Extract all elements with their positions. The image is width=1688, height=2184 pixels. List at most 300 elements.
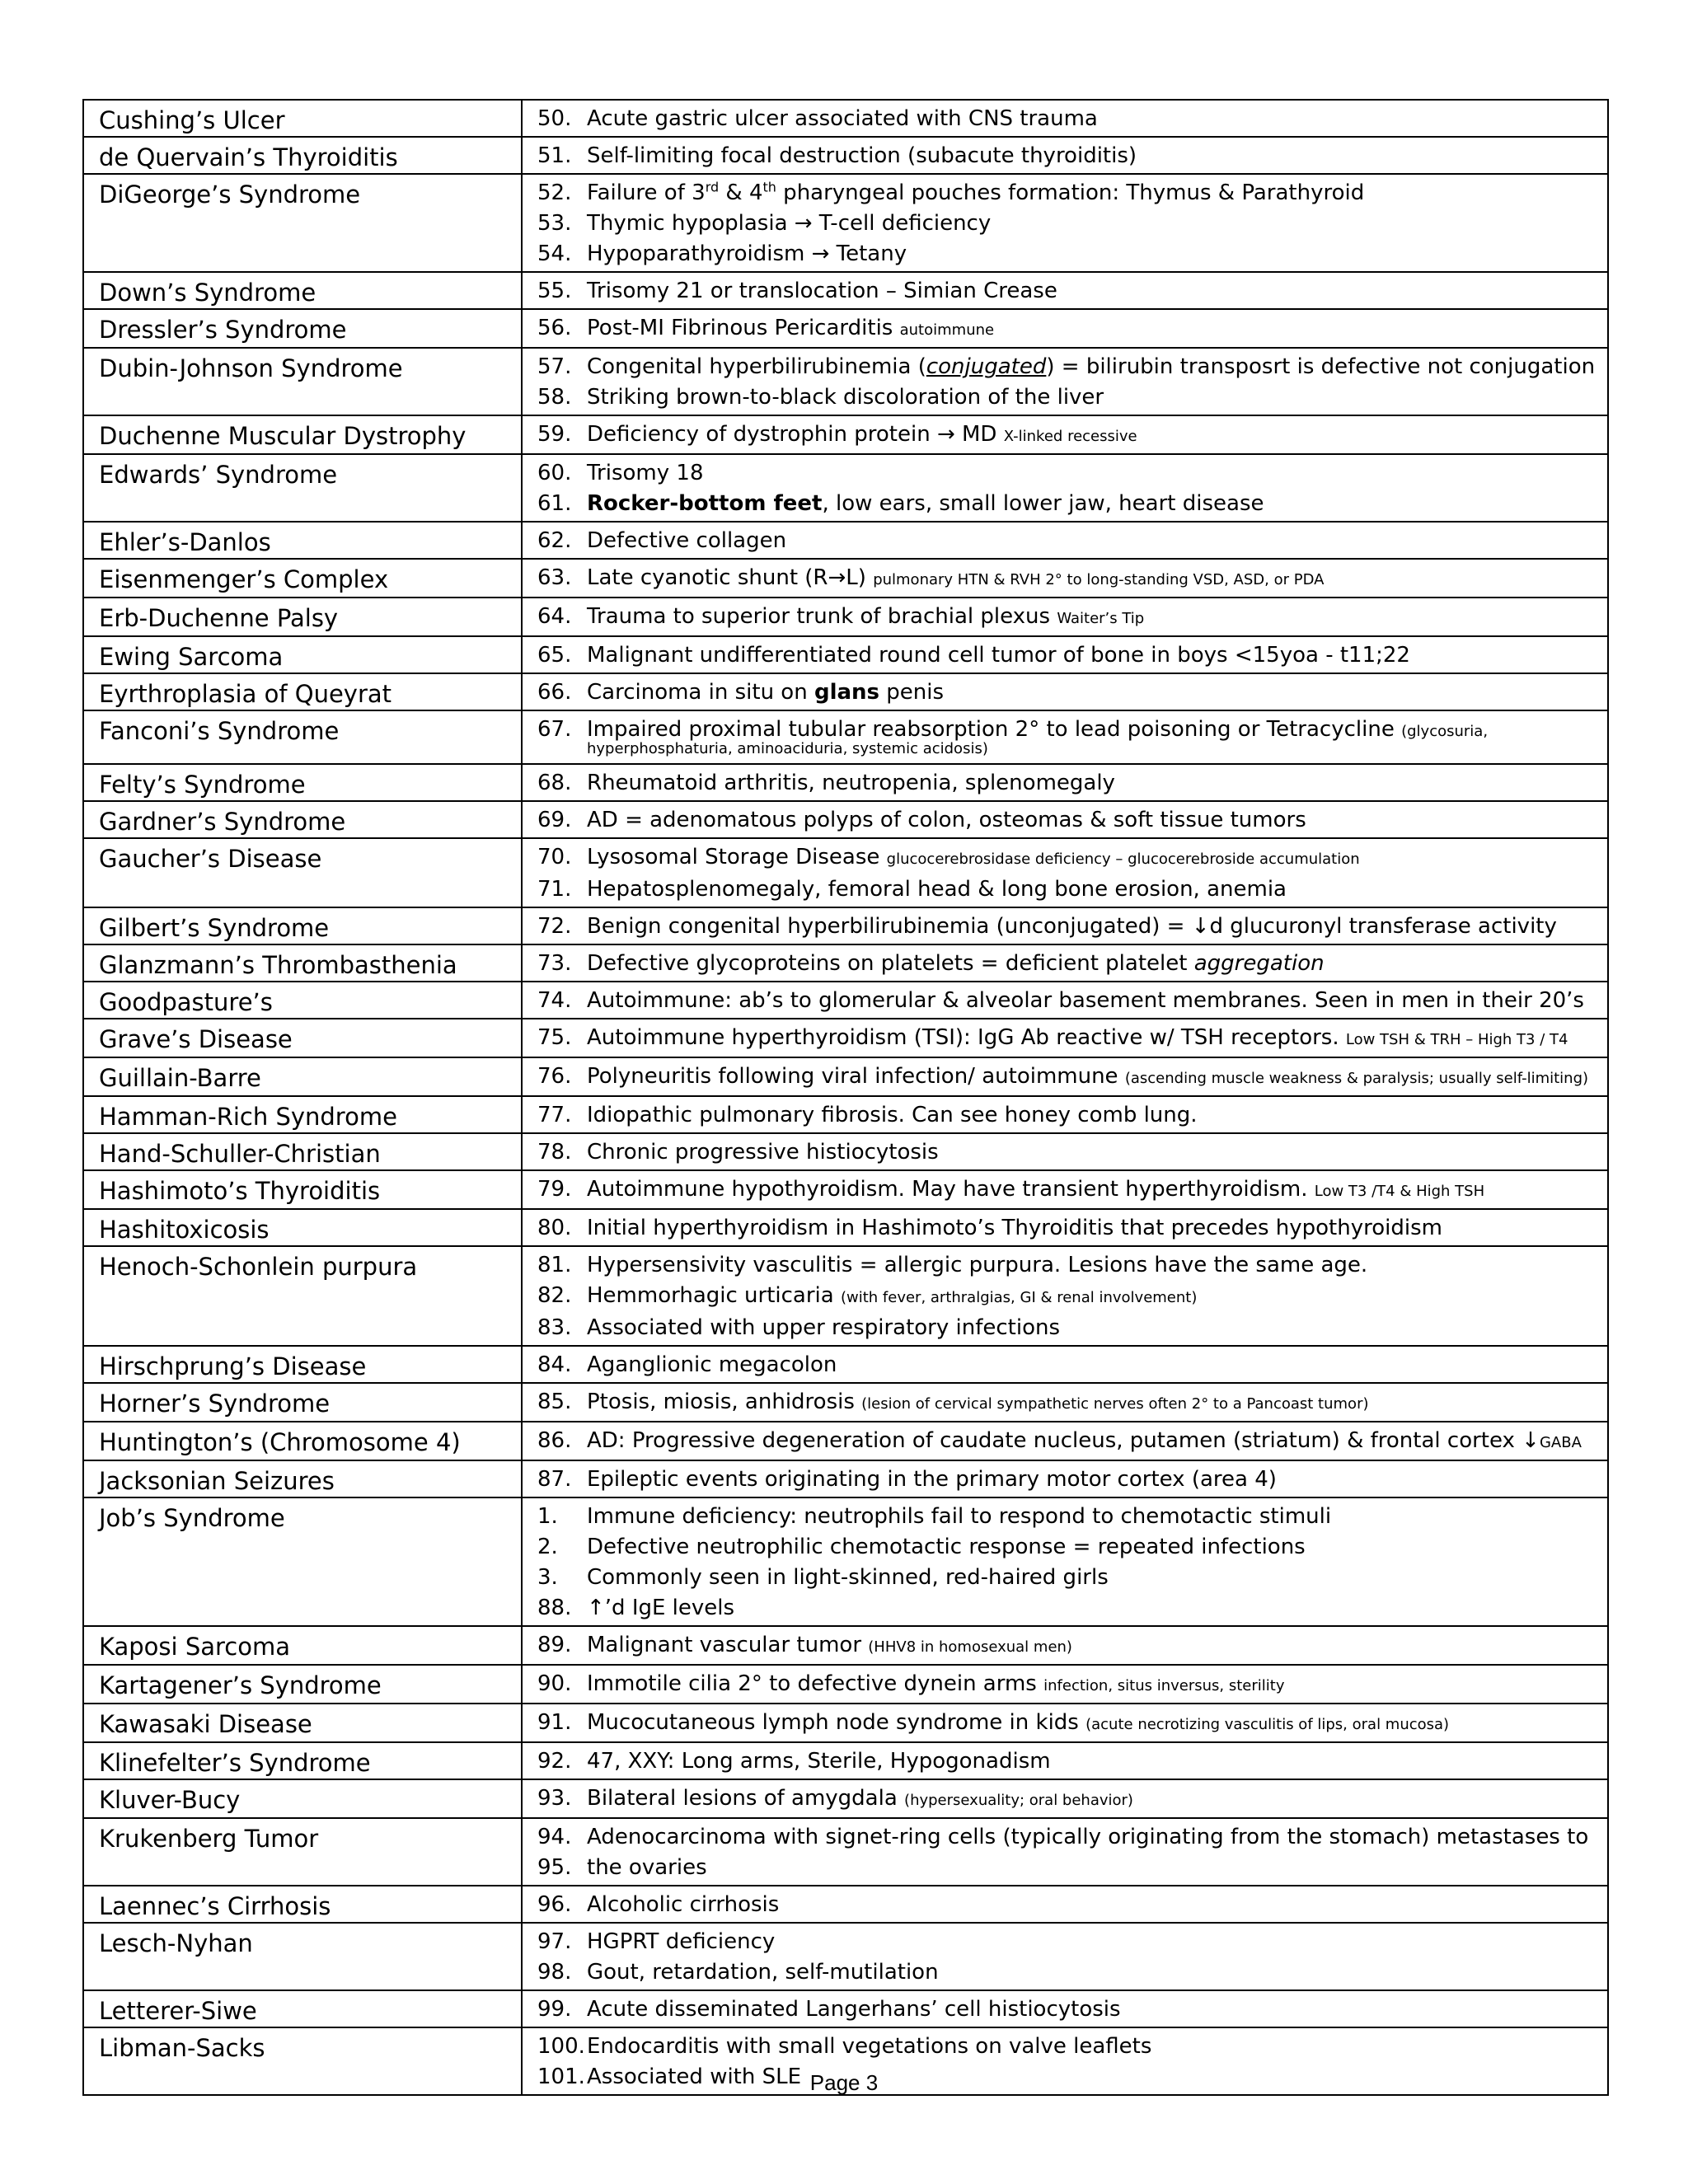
text-segment: Polyneuritis following viral infection/ autoimmune <box>587 1064 1125 1089</box>
condition-name: Grave’s Disease <box>83 1019 522 1057</box>
item-text <box>587 602 1144 634</box>
item-number: 101. <box>537 2064 585 2089</box>
item-text <box>587 209 991 239</box>
description-line <box>537 1783 1599 1816</box>
page-number: Page 3 <box>809 2070 879 2095</box>
annotation-text: GABA <box>1539 1434 1582 1451</box>
text-segment: Immune deficiency: neutrophils fail to respond to chemotactic stimuli <box>587 1504 1332 1529</box>
table-row <box>83 982 1608 1019</box>
item-text <box>587 842 1360 874</box>
description-line <box>537 1890 1599 1920</box>
item-number: 99. <box>537 1997 572 2022</box>
description-line <box>537 1100 1599 1131</box>
item-number: 93. <box>537 1786 572 1811</box>
condition-name: Edwards’ Syndrome <box>83 454 522 522</box>
description-line <box>537 2032 1599 2062</box>
condition-description <box>522 1170 1608 1209</box>
text-segment: Impaired proximal tubular reabsorption 2° to lead poisoning or Tetracycline <box>587 717 1402 742</box>
condition-name: Gilbert’s Syndrome <box>83 907 522 944</box>
item-number: 87. <box>537 1467 572 1492</box>
table-row <box>83 838 1608 907</box>
condition-description <box>522 415 1608 454</box>
item-text <box>587 640 1410 671</box>
table-row <box>83 710 1608 764</box>
condition-name: Krukenberg Tumor <box>83 1818 522 1886</box>
item-number: 63. <box>537 565 572 590</box>
description-line <box>537 1137 1599 1168</box>
text-segment: Post-MI Fibrinous Pericarditis <box>587 316 900 340</box>
item-number: 76. <box>537 1064 572 1089</box>
text-segment: Thymic hypoplasia → T-cell deficiency <box>587 211 992 236</box>
annotation-text: pulmonary HTN & RVH 2° to long-standing VSD, ASD, or PDA <box>873 571 1325 588</box>
item-number: 82. <box>537 1283 572 1308</box>
description-line <box>537 1062 1599 1094</box>
text-segment: Associated with SLE <box>587 2064 802 2089</box>
text-segment: Gout, retardation, self-mutilation <box>587 1960 939 1985</box>
annotation-text: (with fever, arthralgias, GI & renal involvement) <box>840 1289 1198 1306</box>
item-number: 67. <box>537 717 572 742</box>
table-row <box>83 1422 1608 1460</box>
description-line <box>537 1426 1599 1458</box>
item-text <box>587 458 704 489</box>
description-line <box>537 1593 1599 1624</box>
text-segment: Autoimmune: ab’s to glomerular & alveolar basement membranes. Seen in men in their 20’s <box>587 988 1584 1013</box>
condition-description <box>522 272 1608 309</box>
table-row <box>83 1626 1608 1665</box>
condition-description <box>522 710 1608 764</box>
condition-name: Hashimoto’s Thyroiditis <box>83 1170 522 1209</box>
table-row <box>83 454 1608 522</box>
condition-name: Hand-Schuller-Christian <box>83 1133 522 1170</box>
item-number: 74. <box>537 988 572 1013</box>
item-text <box>587 1174 1484 1207</box>
description-line <box>537 1708 1599 1740</box>
condition-description <box>522 636 1608 673</box>
condition-description <box>522 522 1608 559</box>
table-row <box>83 1096 1608 1133</box>
item-number: 2. <box>537 1535 558 1559</box>
table-row <box>83 598 1608 636</box>
condition-description <box>522 1346 1608 1383</box>
table-row <box>83 309 1608 348</box>
table-row <box>83 1209 1608 1246</box>
item-text <box>587 1465 1277 1495</box>
text-segment: Trauma to superior trunk of brachial plexus <box>587 604 1057 629</box>
item-text <box>587 874 1287 905</box>
description-line <box>537 602 1599 634</box>
text-segment: aggregation <box>1193 951 1325 976</box>
item-number: 55. <box>537 279 572 303</box>
item-text <box>587 489 1264 519</box>
item-text <box>587 1023 1568 1055</box>
text-segment: Ptosis, miosis, anhidrosis <box>587 1390 862 1414</box>
item-number: 61. <box>537 491 572 516</box>
description-line <box>537 1213 1599 1244</box>
item-number: 84. <box>537 1352 572 1377</box>
item-text <box>587 1250 1367 1281</box>
condition-description <box>522 559 1608 598</box>
item-number: 71. <box>537 877 572 902</box>
condition-description <box>522 1460 1608 1497</box>
item-text <box>587 1669 1284 1701</box>
item-text <box>587 1213 1442 1244</box>
text-segment: ↑’d IgE levels <box>587 1596 735 1620</box>
condition-description <box>522 764 1608 801</box>
table-row <box>83 1133 1608 1170</box>
condition-name: Hamman-Rich Syndrome <box>83 1096 522 1133</box>
item-text <box>587 104 1098 134</box>
item-number: 92. <box>537 1749 572 1774</box>
table-row <box>83 1170 1608 1209</box>
text-segment: Bilateral lesions of amygdala <box>587 1786 905 1811</box>
text-segment: Failure of 3 <box>587 180 706 205</box>
condition-description <box>522 1626 1608 1665</box>
item-number: 88. <box>537 1596 572 1620</box>
condition-description <box>522 1096 1608 1133</box>
item-text <box>587 382 1104 413</box>
text-segment: Lysosomal Storage Disease <box>587 845 887 869</box>
text-segment: Malignant vascular tumor <box>587 1633 869 1657</box>
condition-description <box>522 454 1608 522</box>
description-line <box>537 1669 1599 1701</box>
condition-description <box>522 137 1608 174</box>
table-row <box>83 1779 1608 1818</box>
text-segment: Carcinoma in situ on <box>587 680 814 705</box>
text-segment: Trisomy 21 or translocation – Simian Crease <box>587 279 1057 303</box>
text-segment: Self-limiting focal destruction (subacute thyroiditis) <box>587 143 1137 168</box>
item-text <box>587 276 1057 307</box>
item-number: 78. <box>537 1140 572 1165</box>
text-segment: Defective collagen <box>587 528 787 553</box>
description-line <box>537 419 1599 452</box>
text-segment: HGPRT deficiency <box>587 1929 776 1954</box>
condition-name: Ehler’s-Danlos <box>83 522 522 559</box>
item-number: 56. <box>537 316 572 340</box>
text-segment: Endocarditis with small vegetations on valve leaflets <box>587 2034 1152 2059</box>
condition-name: Gaucher’s Disease <box>83 838 522 907</box>
item-text <box>587 1994 1121 2025</box>
condition-description <box>522 1019 1608 1057</box>
table-row <box>83 1383 1608 1422</box>
annotation-text: autoimmune <box>899 321 995 339</box>
condition-name: Glanzmann’s Thrombasthenia <box>83 944 522 982</box>
condition-name: Hashitoxicosis <box>83 1209 522 1246</box>
condition-description <box>522 1209 1608 1246</box>
text-segment: Hypersensivity vasculitis = allergic purpura. Lesions have the same age. <box>587 1253 1368 1277</box>
text-segment: Trisomy 18 <box>587 461 704 485</box>
description-line <box>537 986 1599 1016</box>
text-segment: penis <box>879 680 945 705</box>
condition-name: DiGeorge’s Syndrome <box>83 174 522 272</box>
item-number: 73. <box>537 951 572 976</box>
table-row <box>83 1742 1608 1779</box>
condition-description <box>522 1779 1608 1818</box>
item-number: 51. <box>537 143 572 168</box>
text-segment: glans <box>814 680 880 705</box>
item-text <box>587 1313 1060 1343</box>
table-row <box>83 522 1608 559</box>
description-line <box>537 178 1599 209</box>
condition-description <box>522 1886 1608 1923</box>
text-segment: Benign congenital hyperbilirubinemia (unconjugated) = ↓d glucuronyl transferase activity <box>587 914 1557 939</box>
table-row <box>83 1923 1608 1990</box>
item-text <box>587 768 1115 799</box>
item-number: 57. <box>537 354 572 379</box>
description-line <box>537 1250 1599 1281</box>
condition-description <box>522 801 1608 838</box>
item-number: 66. <box>537 680 572 705</box>
condition-name: Eisenmenger’s Complex <box>83 559 522 598</box>
item-number: 58. <box>537 385 572 410</box>
item-text <box>587 1890 779 1920</box>
condition-description <box>522 1057 1608 1096</box>
item-text <box>587 1062 1588 1094</box>
condition-name: Dubin-Johnson Syndrome <box>83 348 522 415</box>
annotation-text: infection, situs inversus, sterility <box>1043 1677 1285 1694</box>
condition-description <box>522 1383 1608 1422</box>
condition-name: Kartagener’s Syndrome <box>83 1665 522 1704</box>
description-line <box>537 1563 1599 1593</box>
table-row <box>83 673 1608 710</box>
table-row <box>83 636 1608 673</box>
item-text <box>587 805 1306 836</box>
description-line <box>537 382 1599 413</box>
condition-name: Lesch-Nyhan <box>83 1923 522 1990</box>
table-row <box>83 415 1608 454</box>
condition-description <box>522 944 1608 982</box>
item-number: 53. <box>537 211 572 236</box>
item-text <box>587 419 1137 452</box>
text-segment: Malignant undifferentiated round cell tumor of bone in boys <15yoa - t11;22 <box>587 643 1410 668</box>
annotation-text: (lesion of cervical sympathetic nerves often 2° to a Pancoast tumor) <box>861 1395 1369 1413</box>
text-segment: Epileptic events originating in the primary motor cortex (area 4) <box>587 1467 1277 1492</box>
condition-description <box>522 1742 1608 1779</box>
description-line <box>537 1630 1599 1662</box>
table-row <box>83 1818 1608 1886</box>
item-text <box>587 1281 1197 1313</box>
description-line <box>537 1994 1599 2025</box>
condition-name: Laennec’s Cirrhosis <box>83 1886 522 1923</box>
condition-name: Job’s Syndrome <box>83 1497 522 1626</box>
item-number: 81. <box>537 1253 572 1277</box>
text-segment: rd <box>705 179 720 195</box>
text-segment: Autoimmune hyperthyroidism (TSI): IgG Ab reactive w/ TSH receptors. <box>587 1025 1346 1050</box>
table-row <box>83 1346 1608 1383</box>
item-number: 1. <box>537 1504 558 1529</box>
text-segment: Striking brown-to-black discoloration of the liver <box>587 385 1104 410</box>
text-segment: ) = bilirubin transposrt is defective not conjugation <box>1046 354 1596 379</box>
text-segment: Idiopathic pulmonary fibrosis. Can see honey comb lung. <box>587 1103 1198 1127</box>
condition-name: Felty’s Syndrome <box>83 764 522 801</box>
annotation-text: Waiter’s Tip <box>1057 610 1145 627</box>
table-row <box>83 944 1608 982</box>
item-text <box>587 1957 939 1988</box>
condition-name: Huntington’s (Chromosome 4) <box>83 1422 522 1460</box>
description-line <box>537 1927 1599 1957</box>
description-line <box>537 141 1599 171</box>
item-number: 62. <box>537 528 572 553</box>
condition-name: Gardner’s Syndrome <box>83 801 522 838</box>
condition-description <box>522 100 1608 137</box>
description-line <box>537 805 1599 836</box>
text-segment: Deficiency of dystrophin protein → MD <box>587 422 1004 447</box>
item-number: 75. <box>537 1025 572 1050</box>
annotation-text: (acute necrotizing vasculitis of lips, oral mucosa) <box>1085 1716 1450 1733</box>
annotation-text: (ascending muscle weakness & paralysis; usually self-limiting) <box>1124 1070 1589 1087</box>
condition-name: Kluver-Bucy <box>83 1779 522 1818</box>
item-number: 91. <box>537 1710 572 1735</box>
item-number: 96. <box>537 1892 572 1917</box>
description-line <box>537 1387 1599 1419</box>
condition-name: Fanconi’s Syndrome <box>83 710 522 764</box>
table-row <box>83 137 1608 174</box>
condition-name: Kawasaki Disease <box>83 1704 522 1742</box>
description-line <box>537 949 1599 979</box>
condition-description <box>522 838 1608 907</box>
item-text <box>587 1853 707 1883</box>
item-text <box>587 949 1325 979</box>
description-line <box>537 1174 1599 1207</box>
condition-name: de Quervain’s Thyroiditis <box>83 137 522 174</box>
item-text <box>587 1387 1369 1419</box>
text-segment: , low ears, small lower jaw, heart disease <box>822 491 1264 516</box>
annotation-text: (hypersexuality; oral behavior) <box>904 1792 1133 1809</box>
item-number: 70. <box>537 845 572 869</box>
table-row <box>83 1057 1608 1096</box>
description-line <box>537 458 1599 489</box>
description-line <box>537 1957 1599 1988</box>
text-segment: Autoimmune hypothyroidism. May have transient hyperthyroidism. <box>587 1177 1315 1202</box>
description-line <box>537 842 1599 874</box>
item-text <box>587 1100 1198 1131</box>
description-line <box>537 1853 1599 1883</box>
annotation-text: glucocerebrosidase deficiency – glucocerebroside accumulation <box>886 851 1360 868</box>
text-segment: Associated with upper respiratory infections <box>587 1315 1061 1340</box>
text-segment: Hemmorhagic urticaria <box>587 1283 841 1308</box>
text-segment: & 4 <box>719 180 763 205</box>
condition-name: Letterer-Siwe <box>83 1990 522 2027</box>
item-text <box>587 1630 1072 1662</box>
description-line <box>537 276 1599 307</box>
table-row <box>83 801 1608 838</box>
condition-description <box>522 907 1608 944</box>
text-segment: Congenital hyperbilirubinemia ( <box>587 354 926 379</box>
condition-name: Dressler’s Syndrome <box>83 309 522 348</box>
table-row <box>83 272 1608 309</box>
annotation-text: Low T3 /T4 & High TSH <box>1314 1183 1485 1200</box>
condition-name: Hirschprung’s Disease <box>83 1346 522 1383</box>
condition-name: Ewing Sarcoma <box>83 636 522 673</box>
description-line <box>537 352 1599 382</box>
table-row <box>83 1665 1608 1704</box>
condition-name: Goodpasture’s <box>83 982 522 1019</box>
item-text <box>587 313 994 345</box>
text-segment: Commonly seen in light-skinned, red-haired girls <box>587 1565 1109 1590</box>
text-segment: conjugated <box>926 354 1047 379</box>
table-row <box>83 1019 1608 1057</box>
text-segment: Mucocutaneous lymph node syndrome in kids <box>587 1710 1086 1735</box>
text-segment: Immotile cilia 2° to defective dynein arms <box>587 1671 1044 1696</box>
table-row <box>83 1990 1608 2027</box>
text-segment: Rocker-bottom feet <box>587 491 823 516</box>
table-row <box>83 1246 1608 1346</box>
item-number: 65. <box>537 643 572 668</box>
description-line <box>537 1822 1599 1853</box>
condition-description <box>522 348 1608 415</box>
item-number: 52. <box>537 180 572 205</box>
item-number: 100. <box>537 2034 585 2059</box>
item-number: 98. <box>537 1960 572 1985</box>
text-segment: Aganglionic megacolon <box>587 1352 837 1377</box>
description-line <box>537 489 1599 519</box>
condition-description <box>522 1990 1608 2027</box>
item-number: 59. <box>537 422 572 447</box>
description-line <box>537 874 1599 905</box>
text-segment: pharyngeal pouches formation: Thymus & Parathyroid <box>776 180 1365 205</box>
item-number: 89. <box>537 1633 572 1657</box>
text-segment: Acute disseminated Langerhans’ cell histiocytosis <box>587 1997 1121 2022</box>
condition-description <box>522 309 1608 348</box>
condition-description <box>522 1818 1608 1886</box>
annotation-text: Low TSH & TRH – High T3 / T4 <box>1345 1031 1568 1048</box>
description-line <box>537 640 1599 671</box>
description-line <box>537 1313 1599 1343</box>
condition-description <box>522 1665 1608 1704</box>
item-text <box>587 1350 837 1380</box>
text-segment: Acute gastric ulcer associated with CNS trauma <box>587 106 1098 131</box>
item-text <box>587 677 944 708</box>
description-line <box>537 1502 1599 1532</box>
item-text <box>587 912 1557 942</box>
condition-description <box>522 1704 1608 1742</box>
item-text <box>587 239 907 269</box>
syndrome-table <box>82 99 1609 2096</box>
item-number: 80. <box>537 1216 572 1240</box>
item-number: 97. <box>537 1929 572 1954</box>
item-text <box>587 1426 1582 1458</box>
condition-name: Jacksonian Seizures <box>83 1460 522 1497</box>
condition-description <box>522 1497 1608 1626</box>
text-segment: Adenocarcinoma with signet-ring cells (typically originating from the stomach) metastases to <box>587 1825 1589 1849</box>
table-row <box>83 559 1608 598</box>
text-segment: Late cyanotic shunt (R→L) <box>587 565 874 590</box>
table-row <box>83 764 1608 801</box>
condition-description <box>522 598 1608 636</box>
description-line <box>537 1023 1599 1055</box>
table-row <box>83 1460 1608 1497</box>
condition-name: Guillain-Barre <box>83 1057 522 1096</box>
item-text <box>587 1927 775 1957</box>
item-number: 86. <box>537 1428 572 1453</box>
item-number: 95. <box>537 1855 572 1880</box>
condition-name: Cushing’s Ulcer <box>83 100 522 137</box>
description-line <box>537 1281 1599 1313</box>
item-number: 90. <box>537 1671 572 1696</box>
text-segment: Alcoholic cirrhosis <box>587 1892 780 1917</box>
item-number: 50. <box>537 106 572 131</box>
item-number: 60. <box>537 461 572 485</box>
item-number: 72. <box>537 914 572 939</box>
item-text <box>587 2032 1151 2062</box>
table-row <box>83 348 1608 415</box>
condition-name: Erb-Duchenne Palsy <box>83 598 522 636</box>
table-row <box>83 1886 1608 1923</box>
condition-name: Kaposi Sarcoma <box>83 1626 522 1665</box>
description-line <box>537 1350 1599 1380</box>
item-text <box>587 1137 939 1168</box>
item-number: 79. <box>537 1177 572 1202</box>
item-text <box>587 526 786 556</box>
